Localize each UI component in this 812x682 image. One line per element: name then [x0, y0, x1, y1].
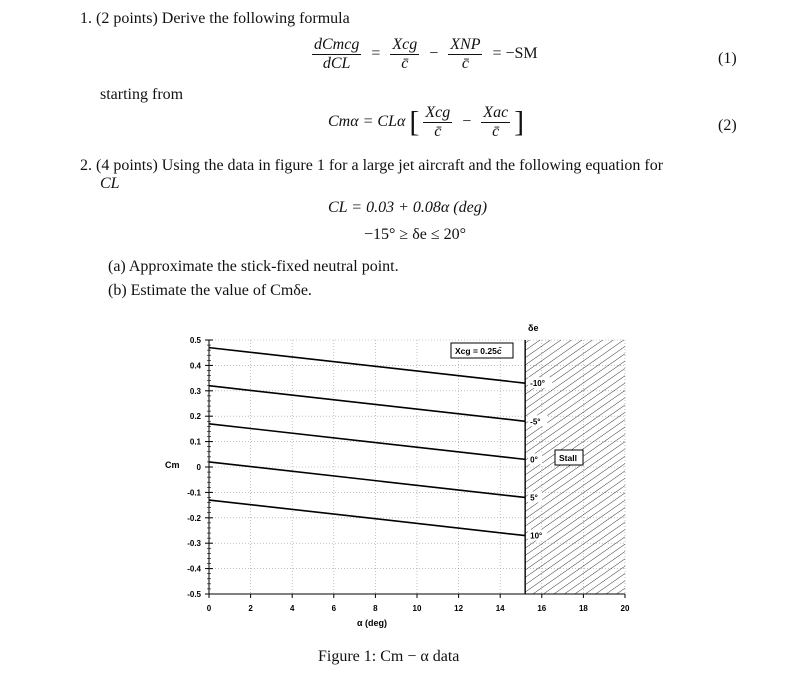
x-tick-label: 10: [412, 604, 422, 613]
x-tick-label: 6: [331, 604, 337, 613]
eq2-lhs: Cmα = CLα: [328, 113, 406, 131]
equation-1-number: (1): [718, 50, 737, 67]
eq2-term1-denominator: c̄: [434, 123, 442, 140]
y-tick-label: -0.3: [187, 539, 201, 549]
y-tick-label: 0.5: [189, 336, 201, 345]
y-tick-label: 0.1: [189, 437, 201, 447]
series-line: [209, 424, 525, 460]
equation-cl: CL = 0.03 + 0.08α (deg): [328, 199, 488, 216]
eq1-term2-denominator: c̄: [461, 55, 469, 72]
x-tick-label: 18: [578, 604, 588, 613]
x-tick-label: 0: [206, 604, 212, 613]
series-label: -5°: [530, 417, 541, 427]
series-label: -10°: [530, 379, 545, 389]
y-tick-label: -0.1: [187, 488, 201, 498]
part-b: (b) Estimate the value of Cmδe.: [108, 282, 312, 299]
y-tick-label: 0.3: [189, 386, 201, 396]
eq1-term2-numerator: XNP: [450, 36, 481, 53]
eq2-term2-numerator: Xac: [483, 104, 509, 121]
eq1-lhs-numerator: dCmcg: [314, 36, 360, 53]
starting-from-text: starting from: [100, 86, 184, 103]
problem-2-statement-cl: CL: [100, 175, 120, 192]
series-label: 5°: [530, 493, 538, 503]
y-tick-label: -0.5: [187, 590, 201, 599]
eq2-term1-numerator: Xcg: [425, 104, 451, 121]
delta-e-header: δe: [528, 323, 539, 333]
problem-2-statement: 2. (4 points) Using the data in figure 1 for a large jet aircraft and the following equation for: [80, 157, 664, 174]
x-tick-label: 12: [454, 604, 464, 613]
equation-2-number: (2): [718, 117, 737, 134]
stall-label: Stall: [559, 453, 577, 463]
eq2-term2-denominator: c̄: [492, 123, 500, 140]
y-tick-label: 0.2: [189, 412, 201, 422]
equation-2: Cmα = CLα [ $\frac{\text{Xcg}}{c̄}$ − $\frac{\text{Xac}}{c̄}$ ]: [328, 104, 525, 140]
x-axis-label: α (deg): [357, 618, 388, 628]
legend-text: Xcg = 0.25c̄: [455, 346, 502, 356]
eq1-term1-denominator: c̄: [401, 55, 409, 72]
eq1-lhs-denominator: dCL: [322, 55, 351, 72]
series-label: 0°: [530, 455, 538, 465]
equation-1: $\frac{\text{dCmcg}}{\text{dCL}}$ = $\frac{\text{Xcg}}{c̄}$ − $\frac{\text{XNP}}{c̄}$ = −SM: [314, 36, 538, 72]
x-tick-label: 20: [620, 604, 630, 613]
x-tick-label: 4: [289, 604, 295, 613]
part-a: (a) Approximate the stick-fixed neutral point.: [108, 258, 399, 275]
y-tick-label: -0.4: [187, 564, 201, 574]
y-tick-label: 0: [196, 463, 201, 472]
equation-delta-e-range: −15° ≥ δe ≤ 20°: [364, 226, 467, 243]
eq1-term1-numerator: Xcg: [392, 36, 418, 53]
x-tick-label: 16: [537, 604, 547, 613]
y-tick-label: -0.2: [187, 513, 201, 523]
problem-1-statement: 1. (2 points) Derive the following formula: [80, 10, 350, 27]
series-line: [209, 500, 525, 536]
eq1-rhs: = −SM: [492, 45, 538, 63]
y-axis-label: Cm: [165, 460, 180, 470]
figure-caption: Figure 1: Cm − α data: [318, 648, 460, 665]
chart-plot-area: [187, 336, 630, 613]
x-tick-label: 14: [495, 604, 505, 613]
series-line: [209, 386, 525, 422]
series-line: [209, 462, 525, 498]
x-tick-label: 8: [373, 604, 378, 613]
series-label: 10°: [530, 531, 543, 541]
y-tick-label: 0.4: [189, 361, 201, 371]
x-tick-label: 2: [248, 604, 253, 613]
